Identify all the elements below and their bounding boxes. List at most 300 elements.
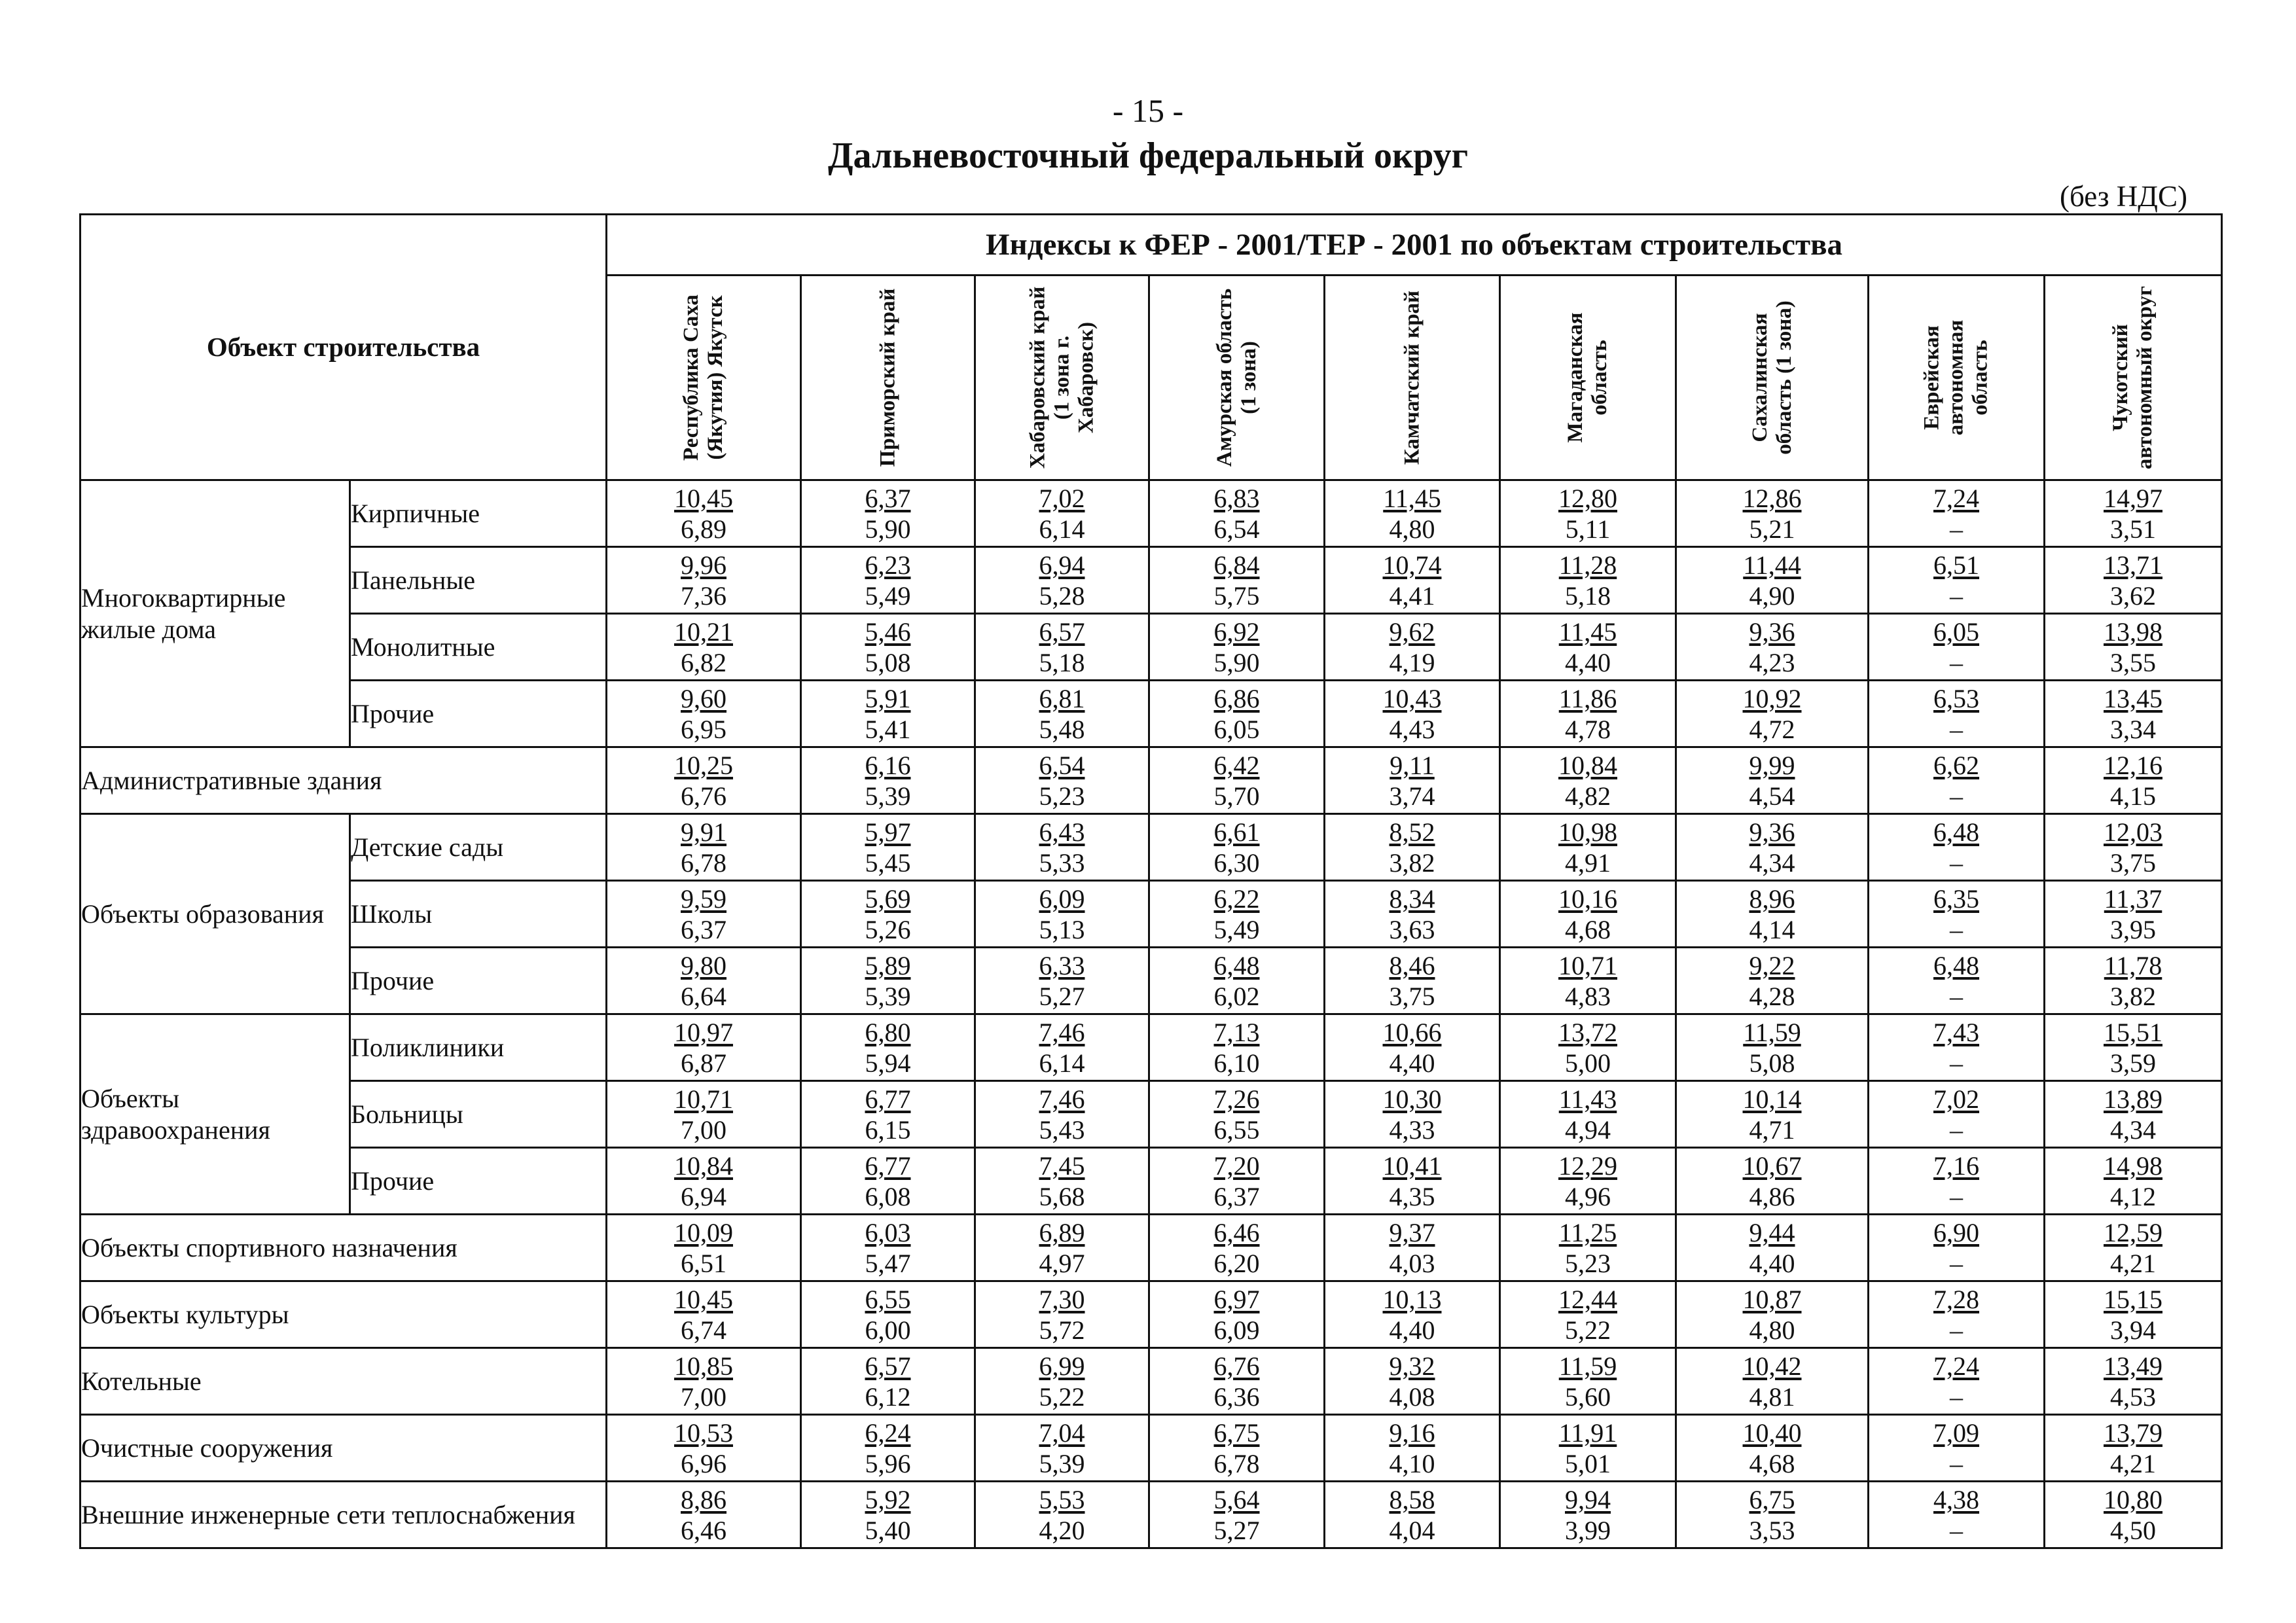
index-value-bottom: 4,04 [1389,1515,1435,1545]
index-cell [801,1281,975,1348]
index-value-top: 5,97 [865,817,911,847]
index-cell [1325,1415,1500,1482]
index-value-top: 8,46 [1389,950,1435,980]
subgroup-label: Кирпичные [350,480,607,547]
index-value-bottom: 4,72 [1749,714,1795,744]
index-value-bottom: 4,97 [1039,1248,1085,1278]
index-value-bottom: 4,35 [1389,1181,1435,1211]
index-value-bottom: 5,27 [1213,1515,1260,1545]
index-value-top: 5,53 [1039,1484,1085,1514]
index-cell [975,681,1149,747]
index-value-top: 10,30 [1382,1084,1442,1114]
index-value-top: 6,80 [865,1017,911,1047]
index-value-top: 5,69 [865,883,911,914]
index-cell [2045,1348,2222,1415]
index-cell [1149,881,1325,948]
index-value-bottom: 5,13 [1039,914,1085,944]
index-cell [1869,1215,2045,1281]
index-cell [1869,948,2045,1014]
index-value-bottom: – [1950,1048,1963,1078]
index-value-bottom: 4,68 [1749,1448,1795,1478]
index-value-bottom: 5,70 [1213,781,1260,811]
index-cell [1325,480,1500,547]
index-value-top: 7,02 [1933,1084,1979,1114]
index-cell [1149,1014,1325,1081]
group-label: Многоквартирные жилые дома [81,480,350,747]
index-cell [801,948,975,1014]
index-cell [975,1348,1149,1415]
index-cell [1149,1415,1325,1482]
index-cell [801,881,975,948]
index-value-top: 11,78 [2104,950,2162,980]
region-header [607,276,801,480]
table-row [81,1415,2222,1482]
index-cell [2045,747,2222,814]
index-value-bottom: 3,59 [2110,1048,2157,1078]
index-value-bottom: – [1950,1248,1963,1278]
index-cell [607,1348,801,1415]
index-value-top: 9,62 [1389,616,1435,647]
index-value-bottom: 5,27 [1039,981,1085,1011]
index-value-bottom: 6,78 [681,847,726,878]
index-value-bottom: 3,95 [2110,914,2157,944]
index-cell [1500,1348,1676,1415]
index-value-top: 10,42 [1742,1351,1802,1381]
index-value-top: 13,71 [2104,550,2163,580]
table-body [81,480,2222,1548]
index-value-bottom: 3,75 [2110,847,2157,878]
index-value-bottom: – [1950,647,1963,677]
index-value-bottom: 5,11 [1565,514,1611,544]
index-value-top: 7,02 [1039,483,1085,513]
table-row [81,681,2222,747]
table-row [81,1281,2222,1348]
index-value-top: 6,92 [1213,616,1260,647]
index-cell [2045,1081,2222,1148]
index-value-top: 10,66 [1382,1017,1442,1047]
index-value-top: 10,71 [1558,950,1617,980]
index-cell [607,1014,801,1081]
index-value-bottom: 6,08 [865,1181,911,1211]
index-value-bottom: 4,68 [1565,914,1611,944]
index-cell [1500,881,1676,948]
index-cell [2045,480,2222,547]
region-header [801,276,975,480]
index-cell [607,1281,801,1348]
index-value-top: 10,87 [1742,1284,1802,1314]
region-header [1500,276,1676,480]
index-value-bottom: 5,45 [865,847,911,878]
index-value-bottom: 6,46 [681,1515,726,1545]
index-cell [1676,1415,1869,1482]
table-row [81,747,2222,814]
index-value-bottom: 3,53 [1749,1515,1795,1545]
index-value-top: 10,84 [674,1150,733,1181]
index-value-top: 15,15 [2104,1284,2163,1314]
index-cell [2045,1415,2222,1482]
index-value-top: 6,03 [865,1217,911,1247]
index-value-bottom: 6,64 [681,981,726,1011]
index-cell [1149,1482,1325,1548]
index-cell [1325,948,1500,1014]
index-value-bottom: 4,12 [2110,1181,2157,1211]
index-cell [975,881,1149,948]
index-cell [801,1215,975,1281]
index-value-top: 7,28 [1933,1284,1979,1314]
subgroup-label: Прочие [350,681,607,747]
index-value-top: 9,96 [681,550,726,580]
index-value-bottom: 4,40 [1565,647,1611,677]
index-cell [1149,1215,1325,1281]
index-value-top: 11,44 [1743,550,1801,580]
index-value-top: 6,99 [1039,1351,1085,1381]
region-header-label: Еврейская автономная область [1920,319,1992,436]
index-value-bottom: 5,23 [1039,781,1085,811]
index-value-bottom: 5,28 [1039,580,1085,611]
index-value-bottom: 6,95 [681,714,726,744]
index-value-top: 14,98 [2104,1150,2163,1181]
index-cell [975,1014,1149,1081]
index-value-bottom: 5,08 [865,647,911,677]
index-cell [1869,1482,2045,1548]
table-row [81,480,2222,547]
index-cell [1869,480,2045,547]
index-value-bottom: 4,90 [1749,580,1795,611]
index-value-top: 13,79 [2104,1418,2163,1448]
index-value-bottom: 5,40 [865,1515,911,1545]
index-value-top: 6,54 [1039,750,1085,780]
index-value-bottom: 4,23 [1749,647,1795,677]
index-value-bottom: 3,74 [1389,781,1435,811]
index-value-top: 10,80 [2104,1484,2163,1514]
index-cell [1869,547,2045,614]
index-value-bottom: 5,60 [1565,1382,1611,1412]
index-value-bottom: 3,94 [2110,1315,2157,1345]
index-value-top: 8,52 [1389,817,1435,847]
index-value-bottom: – [1950,981,1963,1011]
subgroup-label: Прочие [350,1148,607,1215]
index-value-bottom: 5,00 [1565,1048,1611,1078]
index-value-bottom: 5,49 [865,580,911,611]
index-cell [975,614,1149,681]
subgroup-label: Монолитные [350,614,607,681]
region-header-label: Приморский край [876,288,900,467]
index-value-bottom: 3,51 [2110,514,2157,544]
index-cell [1149,747,1325,814]
index-value-top: 11,25 [1558,1217,1617,1247]
index-value-bottom: – [1950,781,1963,811]
region-header-label: Амурская область (1 зона) [1212,288,1261,467]
index-value-bottom: 4,43 [1389,714,1435,744]
subgroup-label: Прочие [350,948,607,1014]
index-cell [801,1482,975,1548]
index-cell [1676,1215,1869,1281]
index-value-top: 13,72 [1558,1017,1617,1047]
index-value-bottom: 6,09 [1213,1315,1260,1345]
index-value-bottom: 5,39 [865,781,911,811]
index-value-top: 11,37 [2104,883,2162,914]
index-cell [1869,1415,2045,1482]
index-value-bottom: – [1950,714,1963,744]
index-value-bottom: 5,22 [1565,1315,1611,1345]
index-cell [1676,1281,1869,1348]
index-value-bottom: – [1950,514,1963,544]
index-value-bottom: 4,10 [1389,1448,1435,1478]
index-value-top: 4,38 [1933,1484,1979,1514]
index-cell [801,1148,975,1215]
index-cell [975,547,1149,614]
index-value-top: 13,89 [2104,1084,2163,1114]
index-value-bottom: 6,05 [1213,714,1260,744]
index-value-top: 6,77 [865,1084,911,1114]
index-value-top: 7,20 [1213,1150,1260,1181]
index-cell [1149,1148,1325,1215]
index-cell [1325,1281,1500,1348]
index-value-top: 10,21 [674,616,733,647]
page-number: - 15 - [1112,92,1184,129]
index-value-top: 9,37 [1389,1217,1435,1247]
index-cell [1869,881,2045,948]
index-value-bottom: 6,96 [681,1448,726,1478]
index-value-bottom: 4,21 [2110,1248,2157,1278]
index-value-top: 10,53 [674,1418,733,1448]
index-cell [1869,1348,2045,1415]
index-value-bottom: 6,12 [865,1382,911,1412]
index-value-top: 11,43 [1558,1084,1617,1114]
index-cell [1149,1348,1325,1415]
index-cell [1149,1281,1325,1348]
index-value-top: 6,76 [1213,1351,1260,1381]
index-cell [1325,1148,1500,1215]
index-cell [607,547,801,614]
index-cell [2045,948,2222,1014]
index-value-top: 9,11 [1390,750,1435,780]
index-value-top: 5,64 [1213,1484,1260,1514]
index-value-top: 6,81 [1039,683,1085,713]
index-value-bottom: 4,40 [1389,1315,1435,1345]
index-value-bottom: 5,49 [1213,914,1260,944]
page-title: Дальневосточный федеральный округ [827,135,1469,176]
index-value-top: 12,59 [2104,1217,2163,1247]
index-value-bottom: 3,82 [1389,847,1435,878]
index-value-top: 7,46 [1039,1084,1085,1114]
index-value-bottom: 6,55 [1213,1115,1260,1145]
index-value-top: 10,97 [674,1017,733,1047]
index-value-bottom: – [1950,1315,1963,1345]
index-value-top: 7,09 [1933,1418,1979,1448]
index-value-bottom: 6,82 [681,647,726,677]
index-cell [2045,1148,2222,1215]
index-value-top: 11,45 [1558,616,1617,647]
index-value-top: 6,33 [1039,950,1085,980]
index-cell [607,681,801,747]
index-value-top: 10,92 [1742,683,1802,713]
index-cell [1325,547,1500,614]
index-value-top: 10,43 [1382,683,1442,713]
index-cell [975,1148,1149,1215]
index-value-top: 10,85 [674,1351,733,1381]
index-value-top: 7,16 [1933,1150,1979,1181]
index-value-top: 6,97 [1213,1284,1260,1314]
index-value-bottom: 6,36 [1213,1382,1260,1412]
index-value-bottom: 4,80 [1389,514,1435,544]
index-value-bottom: – [1950,580,1963,611]
index-value-bottom: 5,21 [1749,514,1795,544]
index-value-top: 9,59 [681,883,726,914]
vat-note: (без НДС) [2059,180,2187,213]
index-value-bottom: 7,36 [681,580,726,611]
index-value-top: 6,83 [1213,483,1260,513]
index-cell [1869,1281,2045,1348]
object-label: Объекты спортивного назначения [81,1215,607,1281]
index-cell [2045,1482,2222,1548]
index-value-top: 6,35 [1933,883,1979,914]
index-value-top: 9,99 [1749,750,1795,780]
index-value-top: 9,80 [681,950,726,980]
index-value-bottom: 4,08 [1389,1382,1435,1412]
index-value-bottom: 4,80 [1749,1315,1795,1345]
index-cell [801,614,975,681]
index-value-top: 6,46 [1213,1217,1260,1247]
index-value-top: 7,24 [1933,483,1979,513]
index-value-bottom: 4,33 [1389,1115,1435,1145]
index-cell [1500,814,1676,881]
index-cell [1325,1215,1500,1281]
index-cell [1500,1148,1676,1215]
index-value-top: 7,30 [1039,1284,1085,1314]
index-header: Индексы к ФЕР - 2001/ТЕР - 2001 по объектам строительства [607,215,2222,276]
region-header [1325,276,1500,480]
index-value-bottom: – [1950,1181,1963,1211]
index-cell [2045,1014,2222,1081]
index-value-bottom: 6,37 [1213,1181,1260,1211]
index-cell [1869,1148,2045,1215]
table-row [81,1014,2222,1081]
index-value-top: 6,48 [1933,817,1979,847]
index-value-top: 9,36 [1749,616,1795,647]
index-cell [1500,547,1676,614]
index-cell [801,814,975,881]
index-value-top: 8,58 [1389,1484,1435,1514]
subgroup-label: Школы [350,881,607,948]
index-value-bottom: 7,00 [681,1382,726,1412]
index-value-top: 13,98 [2104,616,2163,647]
index-value-top: 12,44 [1558,1284,1617,1314]
index-value-top: 9,22 [1749,950,1795,980]
index-cell [607,881,801,948]
index-value-bottom: 3,34 [2110,714,2157,744]
index-value-bottom: 3,82 [2110,981,2157,1011]
index-value-top: 5,46 [865,616,911,647]
index-value-top: 6,24 [865,1418,911,1448]
table-row [81,1348,2222,1415]
index-cell [1676,1081,1869,1148]
index-cell [975,480,1149,547]
index-cell [607,1482,801,1548]
index-cell [1149,948,1325,1014]
index-cell [975,747,1149,814]
index-value-bottom: 4,83 [1565,981,1611,1011]
table-row [81,814,2222,881]
table-row [81,1148,2222,1215]
object-label: Котельные [81,1348,607,1415]
subgroup-label: Поликлиники [350,1014,607,1081]
index-value-bottom: 5,26 [865,914,911,944]
index-cell [801,1348,975,1415]
index-value-top: 6,09 [1039,883,1085,914]
index-value-bottom: 4,53 [2110,1382,2157,1412]
index-cell [1500,614,1676,681]
index-value-bottom: 3,55 [2110,647,2157,677]
index-value-top: 8,34 [1389,883,1435,914]
index-value-top: 6,77 [865,1150,911,1181]
index-cell [1149,681,1325,747]
index-cell [1325,614,1500,681]
subgroup-label: Детские сады [350,814,607,881]
index-cell [801,480,975,547]
index-cell [607,1215,801,1281]
index-cell [801,1081,975,1148]
group-label: Объекты образования [81,814,350,1014]
region-header-label: Камчатский край [1400,290,1424,465]
index-value-bottom: 3,62 [2110,580,2157,611]
table-row [81,1482,2222,1548]
index-cell [607,1415,801,1482]
table-row [81,1215,2222,1281]
index-value-bottom: 4,96 [1565,1181,1611,1211]
index-value-bottom: 6,54 [1213,514,1260,544]
index-cell [975,1482,1149,1548]
region-header [2045,276,2222,480]
index-cell [2045,614,2222,681]
index-cell [1325,1482,1500,1548]
subgroup-label: Панельные [350,547,607,614]
index-value-top: 6,48 [1213,950,1260,980]
index-cell [975,1081,1149,1148]
index-value-bottom: 6,15 [865,1115,911,1145]
index-value-top: 6,43 [1039,817,1085,847]
index-cell [1149,814,1325,881]
index-cell [1676,1148,1869,1215]
index-cell [1325,881,1500,948]
index-cell [1676,881,1869,948]
index-cell [1149,480,1325,547]
index-value-bottom: 4,41 [1389,580,1435,611]
index-value-top: 10,14 [1742,1084,1802,1114]
index-value-bottom: 4,82 [1565,781,1611,811]
index-cell [607,480,801,547]
index-value-bottom: 4,40 [1389,1048,1435,1078]
group-label: Объекты здравоохранения [81,1014,350,1215]
index-value-bottom: 4,20 [1039,1515,1085,1545]
index-cell [2045,681,2222,747]
index-cell [975,1281,1149,1348]
region-header [1149,276,1325,480]
index-value-top: 10,13 [1382,1284,1442,1314]
index-value-top: 9,94 [1565,1484,1611,1514]
table-row [81,1081,2222,1148]
index-value-top: 11,91 [1558,1418,1617,1448]
index-cell [607,948,801,1014]
index-value-top: 11,59 [1558,1351,1617,1381]
index-cell [1500,948,1676,1014]
index-value-top: 10,45 [674,1284,733,1314]
index-cell [1325,1014,1500,1081]
index-value-top: 13,45 [2104,683,2163,713]
index-cell [801,547,975,614]
index-value-bottom: 6,76 [681,781,726,811]
index-cell [1149,1081,1325,1148]
